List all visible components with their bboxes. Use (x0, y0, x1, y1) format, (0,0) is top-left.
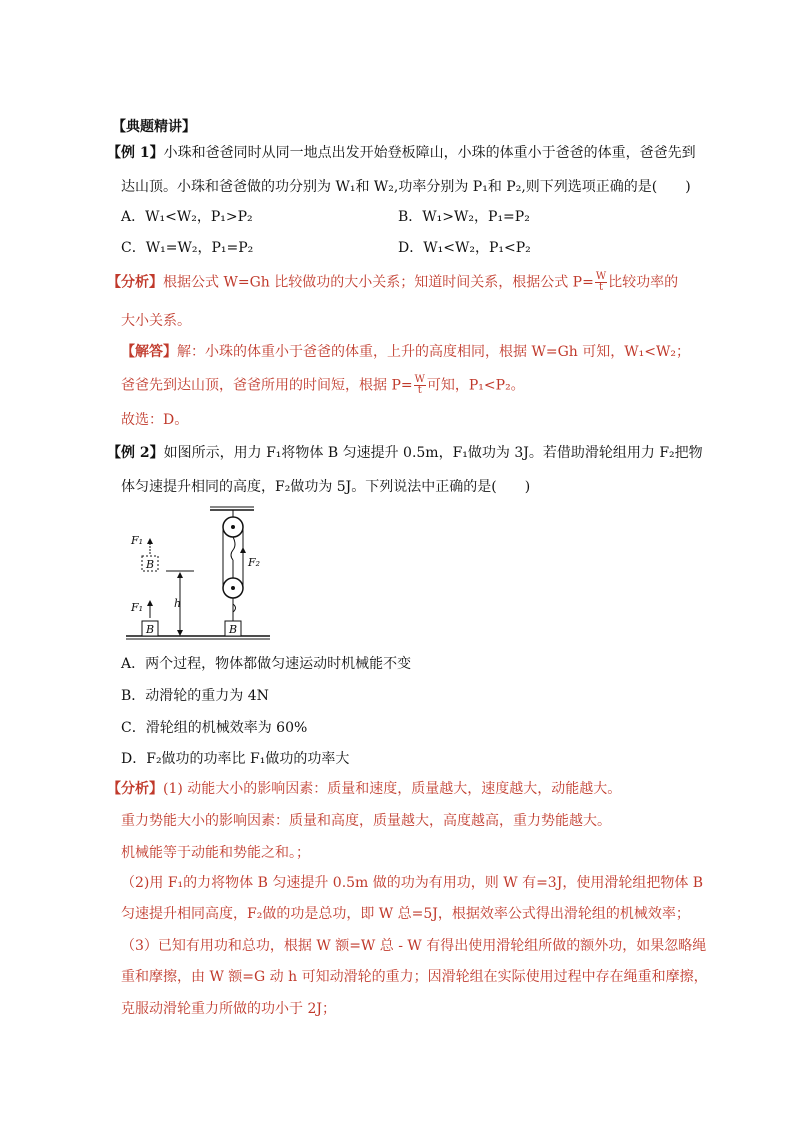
example1-answer-line2 (121, 375, 525, 396)
power-formula-fraction (595, 272, 607, 293)
example2-analysis-line5: 匀速提升相同高度，F₂做的功是总功，即 W 总=5J，根据效率公式得出滑轮组的机械效率； (121, 906, 690, 922)
block-b-bottom-label: B (146, 623, 155, 636)
f2-label: F₂ (248, 556, 261, 569)
example2-analysis-line8: 克服动滑轮重力所做的功小于 2J； (121, 1001, 336, 1017)
section-heading: 【典题精讲】 (112, 119, 196, 135)
example2-analysis-tag: 【分析】 (107, 781, 163, 797)
example2-analysis-line6: （3）已知有用功和总功，根据 W 额=W 总 - W 有得出使用滑轮组所做的额外功，如果忽略绳 (121, 938, 707, 954)
example2-option-c: C．滑轮组的机械效率为 60% (121, 720, 308, 736)
example2-analysis-text1: (1) 动能大小的影响因素：质量和速度，质量越大，速度越大，动能越大。 (163, 781, 622, 797)
example2-analysis-line1 (107, 779, 621, 799)
fraction-numerator: W (595, 271, 607, 282)
example1-analysis-tag: 【分析】 (107, 274, 163, 291)
f2-arrowhead (240, 547, 246, 553)
example2-analysis-line7: 重和摩擦，由 W 额=G 动 h 可知动滑轮的重力；因滑轮组在实际使用过程中存在绳重和摩擦， (121, 969, 708, 985)
fraction-denominator: t (417, 385, 422, 396)
example1-answer-tag: 【解答】 (121, 344, 177, 360)
example2-option-d: D．F₂做功的功率比 F₁做功的功率大 (121, 751, 350, 767)
height-arrowhead-top (177, 572, 183, 578)
example2-analysis-line2: 重力势能大小的影响因素：质量和高度，质量越大，高度越高，重力势能越大。 (121, 813, 611, 829)
example2-stem-line1: 如图所示，用力 F₁将物体 B 匀速提升 0.5m，F₁做功为 3J。若借助滑轮组用力 F₂把物 (163, 445, 703, 461)
example2-tag: 【例 2】 (107, 445, 164, 461)
example1-analysis-text-a: 根据公式 W=Gh 比较做功的大小关系；知道时间关系，根据公式 P= (163, 274, 594, 291)
f1-bottom-arrowhead (147, 600, 153, 606)
example1-stem-line2: 达山顶。小珠和爸爸做的功分别为 W₁和 W₂,功率分别为 P₁和 P₂,则下列选项正确的是( ) (121, 179, 691, 195)
example1-line1 (107, 143, 696, 163)
example1-option-a: A．W₁<W₂，P₁>P₂ (121, 209, 253, 225)
power-formula-fraction (414, 375, 426, 396)
fixed-pulley-axle (231, 525, 235, 529)
example2-stem-line2: 体匀速提升相同的高度，F₂做功为 5J。下列说法中正确的是( ) (121, 479, 531, 495)
example1-answer-choice: 故选：D。 (121, 412, 189, 428)
block-b-pulley-label: B (229, 623, 238, 636)
example1-option-d: D．W₁<W₂，P₁<P₂ (398, 240, 531, 256)
block-b-top-label: B (146, 558, 155, 571)
example1-analysis-line2: 大小关系。 (121, 313, 191, 329)
example1-answer-text1: 解：小珠的体重小于爸爸的体重，上升的高度相同，根据 W=Gh 可知，W₁<W₂； (177, 344, 690, 360)
example1-analysis-line1 (107, 272, 678, 293)
moving-pulley-axle (231, 586, 235, 590)
rope-hook (231, 537, 235, 560)
fraction-numerator: W (414, 374, 425, 385)
example1-tag: 【例 1】 (107, 145, 164, 161)
example1-answer-text2a: 爸爸先到达山顶，爸爸所用的时间短，根据 P= (121, 377, 413, 394)
example2-option-a: A．两个过程，物体都做匀速运动时机械能不变 (121, 656, 412, 672)
example1-analysis-text-b: 比较功率的 (608, 274, 679, 291)
example2-option-b: B．动滑轮的重力为 4N (121, 688, 269, 704)
fraction-denominator: t (598, 282, 603, 293)
example2-analysis-line3: 机械能等于动能和势能之和。； (121, 845, 310, 861)
example1-option-c: C．W₁=W₂，P₁=P₂ (121, 240, 254, 256)
pulley-diagram (122, 500, 272, 640)
example2-analysis-line4: （2)用 F₁的力将物体 B 匀速提升 0.5m 做的功为有用功，则 W 有=3J，使用滑轮组把物体 B (121, 875, 704, 891)
example1-option-b: B．W₁>W₂，P₁=P₂ (398, 209, 530, 225)
example1-answer-text2b: 可知，P₁<P₂。 (426, 377, 525, 394)
height-label: h (174, 597, 182, 610)
f1-top-label: F₁ (131, 534, 144, 547)
f1-top-arrowhead (147, 538, 153, 544)
example1-stem-line1: 小珠和爸爸同时从同一地点出发开始登板障山，小珠的体重小于爸爸的体重，爸爸先到 (163, 145, 696, 161)
height-arrowhead-bottom (177, 630, 183, 636)
example1-answer-line1 (121, 342, 690, 362)
f1-bottom-label: F₁ (131, 601, 144, 614)
example2-line1 (107, 443, 703, 463)
